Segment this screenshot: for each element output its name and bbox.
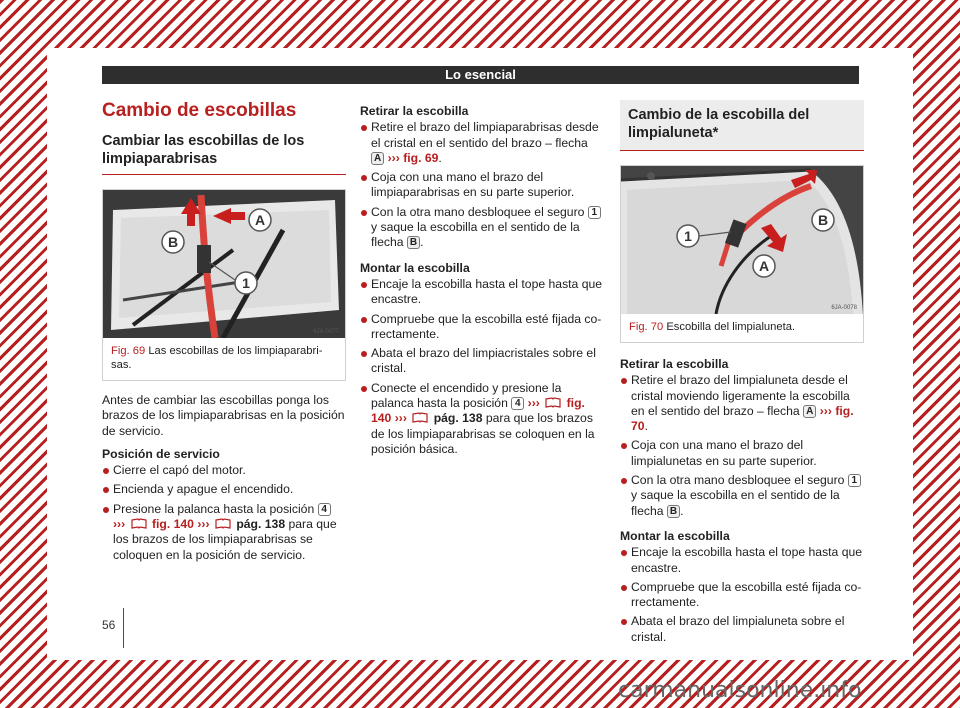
book-icon [412, 412, 428, 423]
subheading-remove: Retirar la escobilla [360, 104, 469, 118]
list-item: Cierre el capó del motor. [102, 463, 346, 478]
list-item [360, 205, 604, 251]
figure-70 [620, 165, 864, 343]
text: y saque la escobilla en el sentido de la flecha [631, 488, 840, 518]
chapter-title: Cambio de escobillas [102, 100, 297, 121]
page-sheet [47, 48, 913, 660]
figure-label: 1 [242, 275, 250, 291]
text: para que los brazos de los limpiaparabrisas se coloquen en la posición básica. [371, 411, 595, 456]
column-left [102, 100, 346, 567]
list-item: Encaje la escobilla hasta el tope hasta que encastre. [620, 545, 864, 576]
arrows: ››› [113, 517, 126, 532]
text: Retire el brazo del limpiaparabrisas desde el cristal en el sentido del brazo – flecha [371, 120, 599, 150]
list-item: Encienda y apague el encendido. [102, 482, 346, 497]
page-number-rule [123, 608, 124, 648]
text: Con la otra mano desbloquee el seguro [371, 204, 585, 219]
figure-ref: Fig. 69 [111, 345, 146, 357]
figure-caption [621, 314, 863, 342]
arrow-key: A [371, 152, 384, 165]
subheading-service: Posición de servicio [102, 446, 220, 461]
list-item: Abata el brazo del limpiacristales sobre el cristal. [360, 346, 604, 377]
subheading-mount: Montar la escobilla [620, 528, 730, 543]
arrows: ››› [819, 403, 832, 418]
text: . [420, 235, 424, 250]
figure-code: 6JA-0077 [313, 329, 339, 335]
arrow-key: B [407, 236, 420, 249]
list-item [620, 473, 864, 519]
arrow-key: B [667, 505, 680, 518]
subheading-remove: Retirar la escobilla [620, 357, 729, 371]
text: . [438, 150, 442, 165]
figure-link[interactable]: fig. 69 [403, 150, 439, 165]
position-key: 4 [511, 397, 524, 410]
list-item [360, 120, 604, 166]
figure-ref: Fig. 70 [629, 321, 664, 333]
watermark: carmanualsonline.info [618, 678, 862, 703]
section-title: Cambiar las escobillas de los limpiaparabrisas [102, 132, 346, 175]
column-right [620, 100, 864, 649]
text: . [644, 419, 648, 434]
book-icon [215, 518, 231, 529]
section-title: Cambio de la escobilla del limpialuneta* [620, 100, 864, 151]
list-item [102, 502, 346, 563]
column-middle [360, 100, 604, 461]
list-item [360, 381, 604, 457]
book-icon [545, 397, 561, 408]
book-icon [131, 518, 147, 529]
lock-key: 1 [848, 474, 861, 487]
text: y saque la escobilla en el sentido de la flecha [371, 220, 580, 250]
list-item: Compruebe que la escobilla esté fijada correctamente. [620, 580, 864, 611]
text: . [680, 503, 684, 518]
arrows: ››› [197, 517, 210, 532]
page-link[interactable]: pág. 138 [236, 517, 286, 532]
rear-wiper-illustration [621, 166, 863, 314]
figure-link[interactable]: fig. 70 [631, 403, 854, 434]
text: Con la otra mano desbloquee el seguro [631, 473, 845, 488]
caption-text: Las escobillas de los limpiaparabrisas. [111, 345, 323, 371]
figure-label: A [254, 212, 266, 228]
text: Presione la palanca hasta la posición [113, 501, 315, 516]
figure-caption [103, 338, 345, 380]
list-item: Encaje la escobilla hasta el tope hasta que encastre. [360, 277, 604, 308]
text: Retire el brazo del limpialuneta desde el cristal moviendo ligeramente la escobilla en el sentido del brazo – flecha [631, 373, 850, 418]
list-item: Coja con una mano el brazo del limpialunetas en su parte superior. [620, 438, 864, 469]
figure-label: B [167, 234, 179, 250]
figure-link[interactable]: fig. 140 [151, 517, 194, 532]
list-item: Abata el brazo del limpialuneta sobre el cristal. [620, 614, 864, 645]
list-item: Coja con una mano el brazo del limpiaparabrisas en su parte superior. [360, 170, 604, 201]
subheading-mount: Montar la escobilla [360, 260, 470, 275]
figure-label: A [758, 258, 770, 274]
page-number: 56 [102, 618, 116, 632]
windshield-wiper-illustration [103, 190, 345, 338]
text: Conecte el encendido y presione la palanca hasta la posición [371, 380, 562, 411]
arrows: ››› [387, 150, 400, 165]
intro-text: Antes de cambiar las escobillas ponga los brazos de los limpiaparabrisas en la posición de servicio. [102, 393, 345, 438]
figure-label: 1 [684, 228, 692, 244]
figure-label: B [817, 212, 829, 228]
figure-69 [102, 189, 346, 381]
arrows: ››› [394, 411, 407, 426]
arrows: ››› [527, 396, 540, 411]
figure-code: 6JA-0078 [831, 305, 857, 311]
text: para que los brazos de los limpiaparabrisas se coloquen en la posición de servicio. [113, 517, 337, 562]
list-item [620, 373, 864, 434]
arrow-key: A [803, 405, 816, 418]
lock-key: 1 [588, 206, 601, 219]
figure-link[interactable]: fig. 140 [371, 396, 585, 426]
section-header-bar: Lo esencial [102, 66, 859, 84]
page-link[interactable]: pág. 138 [433, 411, 483, 426]
list-item: Compruebe que la escobilla esté fijada correctamente. [360, 312, 604, 343]
position-key: 4 [318, 503, 331, 516]
caption-text: Escobilla del limpialuneta. [666, 321, 796, 333]
